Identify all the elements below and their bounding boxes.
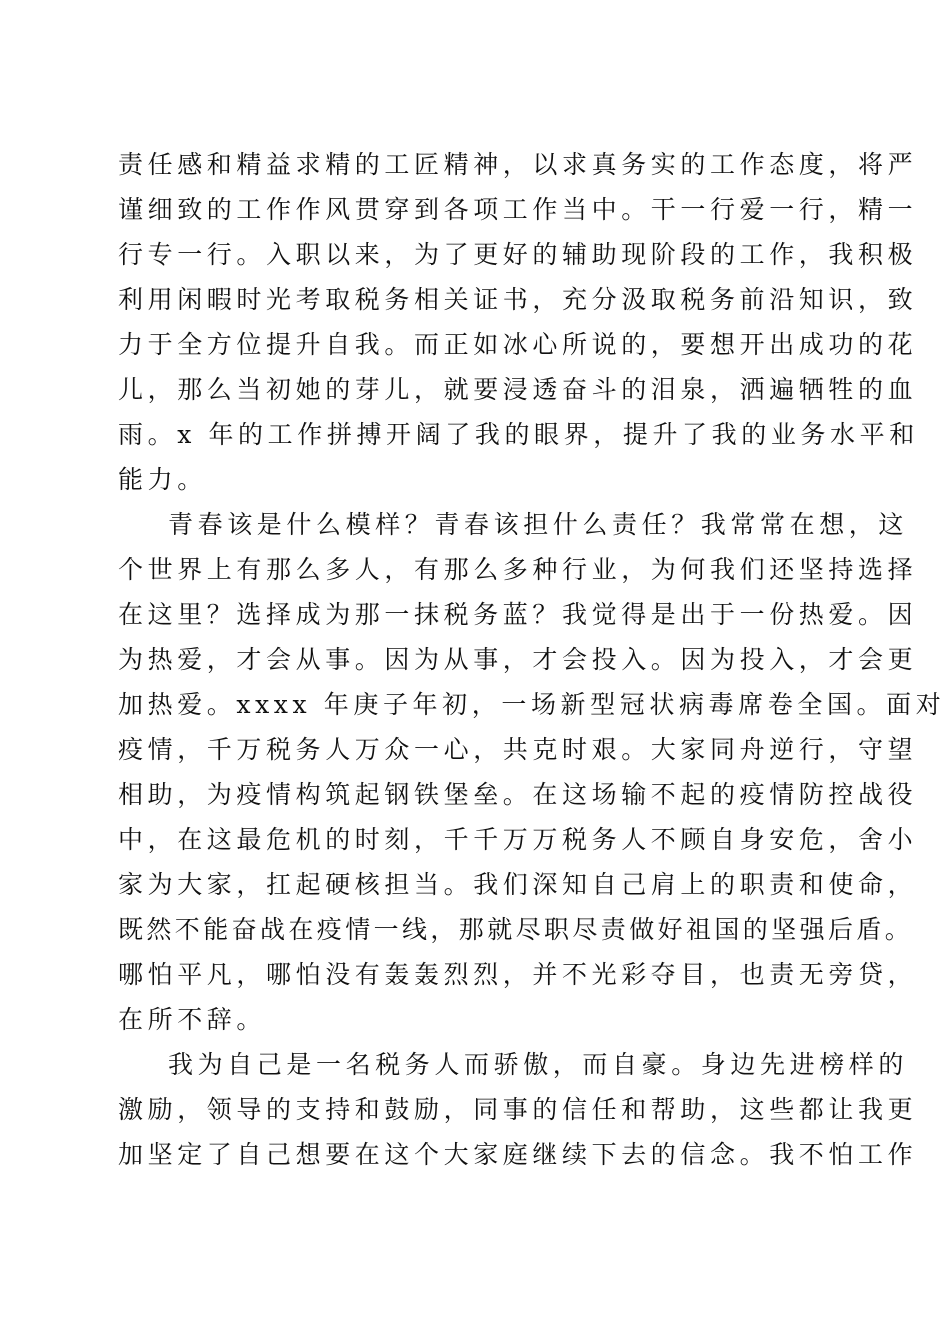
- text-line: 加坚定了自己想要在这个大家庭继续下去的信念。我不怕工作: [118, 1140, 918, 1169]
- text-line: 利用闲暇时光考取税务相关证书，充分汲取税务前沿知识，致: [118, 285, 918, 314]
- text-line: 谨细致的工作作风贯穿到各项工作当中。干一行爱一行，精一: [118, 195, 918, 224]
- text-line: 疫情，千万税务人万众一心，共克时艰。大家同舟逆行，守望: [118, 735, 918, 764]
- text-line: 相助，为疫情构筑起钢铁堡垒。在这场输不起的疫情防控战役: [118, 780, 918, 809]
- text-line: 能力。: [118, 465, 207, 494]
- text-line: 青春该是什么模样？青春该担什么责任？我常常在想，这: [168, 510, 909, 539]
- text-line: 既然不能奋战在疫情一线，那就尽职尽责做好祖国的坚强后盾。: [118, 915, 914, 944]
- text-line: 中，在这最危机的时刻，千千万万税务人不顾自身安危，舍小: [118, 825, 918, 854]
- text-line: 激励，领导的支持和鼓励，同事的信任和帮助，这些都让我更: [118, 1095, 918, 1124]
- text-line: 家为大家，扛起硬核担当。我们深知自己肩上的职责和使命，: [118, 870, 918, 899]
- text-line: 在所不辞。: [118, 1005, 267, 1034]
- text-line: 为热爱，才会从事。因为从事，才会投入。因为投入，才会更: [118, 645, 918, 674]
- text-line: 力于全方位提升自我。而正如冰心所说的，要想开出成功的花: [118, 330, 918, 359]
- text-line: 个世界上有那么多人，有那么多种行业，为何我们还坚持选择: [118, 555, 918, 584]
- text-line: 在这里？选择成为那一抹税务蓝？我觉得是出于一份热爱。因: [118, 600, 918, 629]
- text-line: 责任感和精益求精的工匠精神，以求真务实的工作态度，将严: [118, 150, 918, 179]
- text-line: 行专一行。入职以来，为了更好的辅助现阶段的工作，我积极: [118, 240, 918, 269]
- text-line: 儿，那么当初她的芽儿，就要浸透奋斗的泪泉，洒遍牺牲的血: [118, 375, 918, 404]
- text-line: 哪怕平凡，哪怕没有轰轰烈烈，并不光彩夺目，也责无旁贷，: [118, 960, 918, 989]
- text-line: 我为自己是一名税务人而骄傲，而自豪。身边先进榜样的: [168, 1050, 909, 1079]
- text-line: 雨。x 年的工作拼搏开阔了我的眼界，提升了我的业务水平和: [118, 420, 919, 449]
- text-line: 加热爱。xxxx 年庚子年初，一场新型冠状病毒席卷全国。面对: [118, 690, 946, 719]
